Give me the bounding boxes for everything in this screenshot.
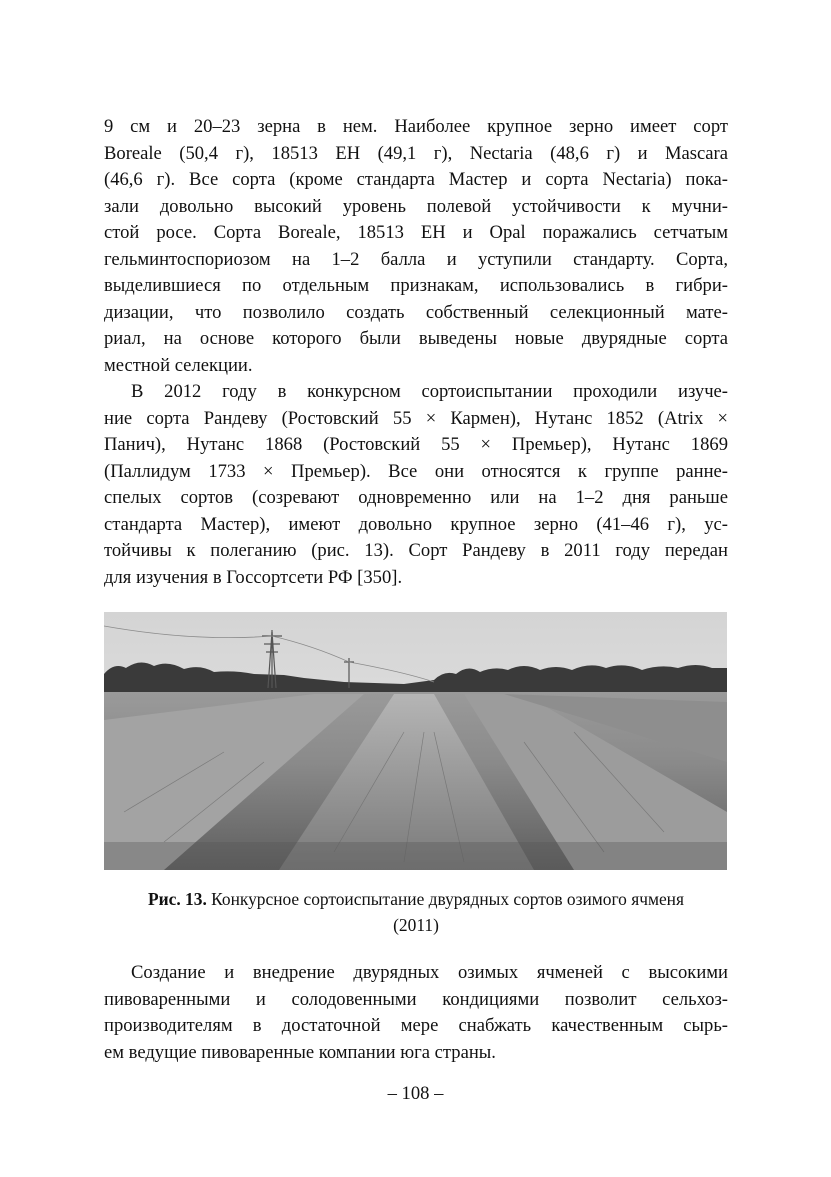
text-line: гельминтоспориозом на 1–2 балла и уступили стандарту. Сорта, <box>104 248 728 270</box>
text-line: ние сорта Рандеву (Ростовский 55 × Кармен), Нутанс 1852 (Atrix × <box>104 407 728 429</box>
text-line: В 2012 году в конкурсном сортоиспытании проходили изуче- <box>131 381 728 402</box>
figure-label: Рис. 13. <box>148 889 207 909</box>
text-line: зали довольно высокий уровень полевой устойчивости к мучни- <box>104 195 728 217</box>
text-line: Создание и внедрение двурядных озимых ячменей с высокими <box>131 962 728 983</box>
text-line: выделившиеся по отдельным признакам, использовались в гибри- <box>104 275 728 296</box>
text-line: стой росе. Сорта Boreale, 18513 ЕН и Opal поражались сетчатым <box>104 222 728 243</box>
text-line: местной селекции. <box>104 354 253 376</box>
text-line: (Паллидум 1733 × Премьер). Все они относятся к группе ранне- <box>104 460 728 482</box>
text-line: спелых сортов (созревают одновременно или на 1–2 дня раньше <box>104 487 728 508</box>
caption-line-1 <box>104 886 728 912</box>
text-line: Панич), Нутанс 1868 (Ростовский 55 × Премьер), Нутанс 1869 <box>104 434 728 455</box>
text-line: (46,6 г). Все сорта (кроме стандарта Мастер и сорта Nectaria) пока- <box>104 169 728 190</box>
text-line: 9 см и 20–23 зерна в нем. Наиболее крупное зерно имеет сорт <box>104 116 728 137</box>
text-line: риал, на основе которого были выведены новые двурядные сорта <box>104 328 728 349</box>
text-line: пивоваренными и солодовенными кондициями позволит сельхоз- <box>104 988 728 1010</box>
body-text <box>104 114 728 591</box>
caption-line-2: (2011) <box>393 915 439 935</box>
text-line: дизации, что позволило создать собственный селекционный мате- <box>104 301 728 323</box>
caption-text: Конкурсное сортоиспытание двурядных сортов озимого ячменя <box>206 889 684 909</box>
closing-paragraph <box>104 960 728 1066</box>
text-line: ем ведущие пивоваренные компании юга страны. <box>104 1041 496 1063</box>
text-line: Boreale (50,4 г), 18513 ЕН (49,1 г), Nectaria (48,6 г) и Mascara <box>104 142 728 164</box>
page-number: – 108 – <box>387 1083 444 1104</box>
figure-caption <box>104 886 728 938</box>
text-line: для изучения в Госсортсети РФ [350]. <box>104 566 403 588</box>
text-line: стандарта Мастер), имеют довольно крупное зерно (41–46 г), ус- <box>104 513 728 535</box>
text-line: тойчивы к полеганию (рис. 13). Сорт Рандеву в 2011 году передан <box>104 540 728 561</box>
text-line: производителям в достаточной мере снабжать качественным сырь- <box>104 1015 728 1036</box>
field-photo <box>104 612 727 870</box>
